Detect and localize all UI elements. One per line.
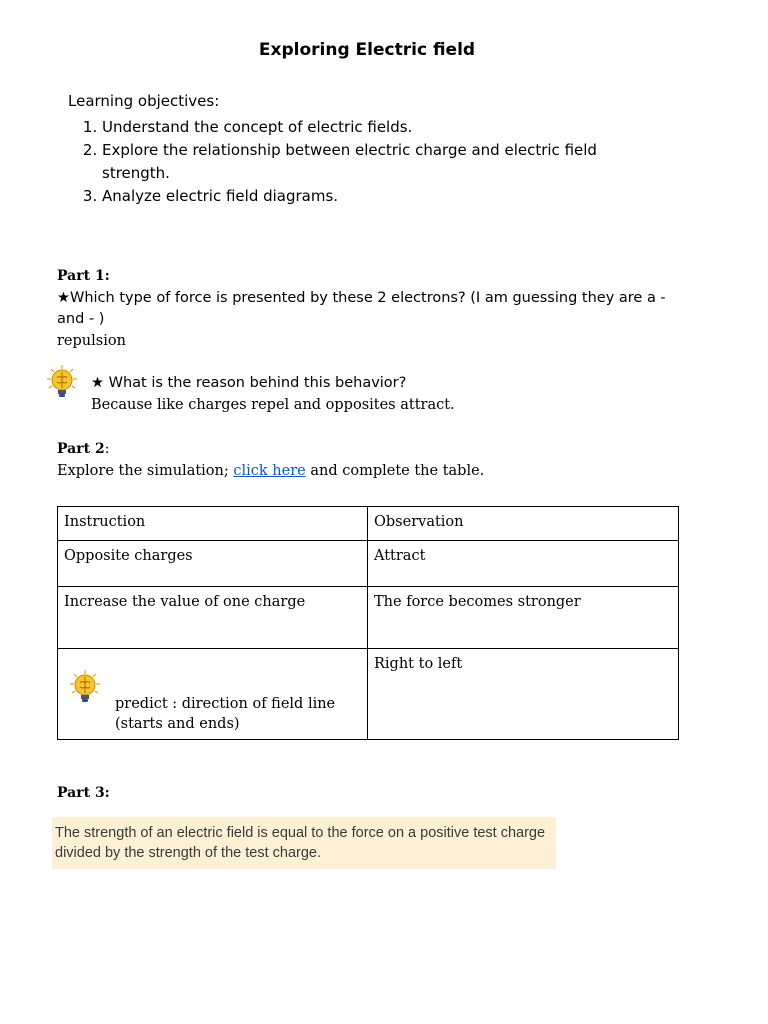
explore-prefix: Explore the simulation;	[57, 463, 234, 479]
objectives-list	[68, 116, 662, 208]
objective-item: 1. Understand the concept of electric fields.	[102, 116, 662, 139]
part1-question: ★Which type of force is presented by these 2 electrons? (I am guessing they are a - and - )	[57, 290, 666, 327]
table-cell: Opposite charges	[58, 541, 368, 587]
part1-answer: repulsion	[57, 333, 126, 349]
explore-suffix: and complete the table.	[305, 463, 485, 479]
part2-label	[57, 441, 109, 457]
part3-label: Part 3:	[57, 785, 110, 801]
simulation-link[interactable]: click here	[233, 463, 306, 479]
table-cell	[58, 649, 368, 740]
table-header: Instruction	[58, 507, 368, 541]
part2-label-suffix: :	[104, 441, 110, 457]
table-row	[58, 541, 679, 587]
lightbulb-brain-icon	[45, 364, 79, 400]
table-header-row	[58, 507, 679, 541]
table-cell: The force becomes stronger	[368, 587, 679, 649]
page-title: Exploring Electric field	[258, 40, 476, 60]
part1-answer2: Because like charges repel and opposites attract.	[91, 397, 455, 413]
table-row	[58, 587, 679, 649]
table-header: Observation	[368, 507, 679, 541]
lightbulb-brain-icon	[68, 669, 102, 705]
table-row	[58, 649, 679, 740]
part1-question2: ★ What is the reason behind this behavior?	[91, 375, 407, 391]
objective-item: 2. Explore the relationship between electric charge and electric field strength.	[102, 139, 662, 185]
highlighted-definition: The strength of an electric field is equal to the force on a positive test charge divided by the strength of the test charge.	[52, 817, 556, 869]
table-cell: Increase the value of one charge	[58, 587, 368, 649]
part1-label: Part 1:	[57, 268, 110, 284]
table-cell: Right to left	[368, 649, 679, 740]
explore-instruction	[57, 461, 484, 482]
predict-text: predict : direction of field line (starts and ends)	[115, 696, 336, 732]
part2-label-text: Part 2	[57, 441, 105, 457]
objectives-heading: Learning objectives:	[68, 92, 220, 110]
learning-objectives	[68, 92, 662, 208]
table-cell: Attract	[368, 541, 679, 587]
observation-table	[57, 506, 679, 740]
objective-item: 3. Analyze electric field diagrams.	[102, 185, 662, 208]
